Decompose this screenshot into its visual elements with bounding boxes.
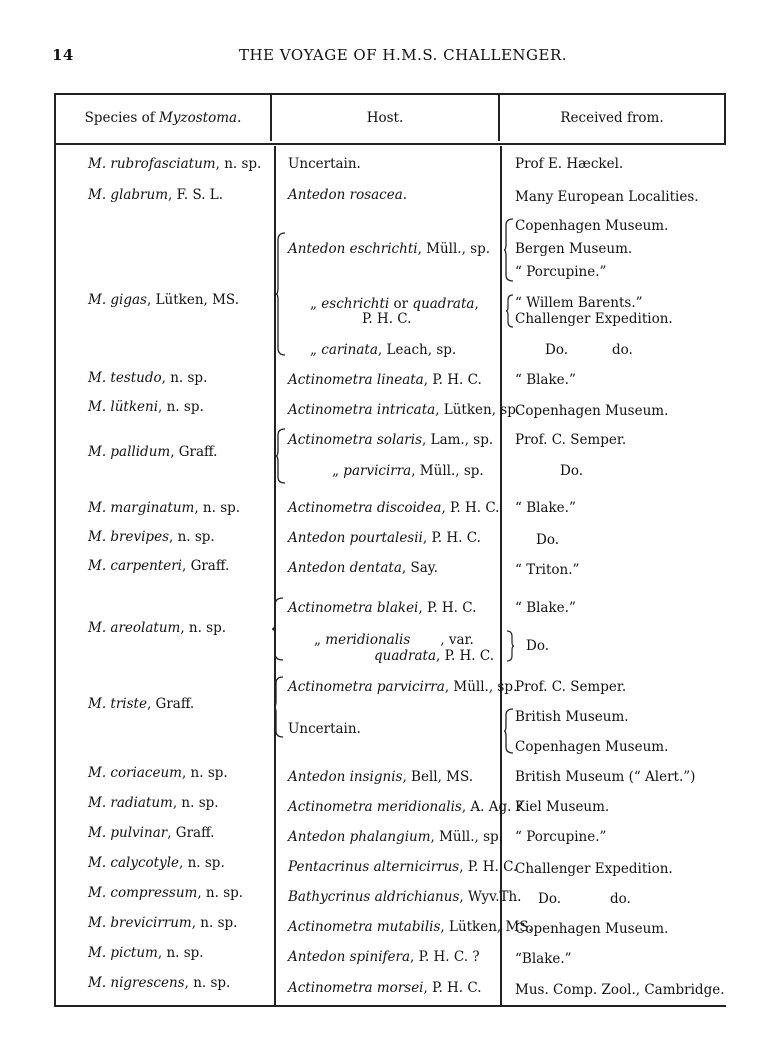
host-cell: „ meridionalis , var. [314,632,474,648]
host-cell: „ carinata, Leach, sp. [310,342,457,358]
table-right-border [724,93,726,145]
host-cell: „ parvicirra, Müll., sp. [332,463,484,479]
species-row: M. coriaceum, n. sp. [88,765,228,781]
species-row: M. radiatum, n. sp. [88,795,219,811]
host-cell: Bathycrinus aldrichianus, Wyv.Th. [288,889,522,905]
table-left-border [54,93,56,1006]
received-brace-2 [506,294,514,332]
received-brace-3 [506,630,514,666]
table-bottom-rule [54,1005,726,1007]
running-title: THE VOYAGE OF H.M.S. CHALLENGER. [238,46,568,64]
host-cell: Antedon rosacea. [288,187,408,203]
received-cell: “ Blake.” [515,600,576,616]
table-header-rule [54,143,726,145]
column-divider-2-body [500,146,502,1006]
received-brace-1 [504,218,514,286]
host-cell: Antedon pourtalesii, P. H. C. [288,530,481,546]
received-cell: Do. [538,891,562,907]
host-cell: Actinometra morsei, P. H. C. [288,980,482,996]
received-cell: Prof. C. Semper. [515,679,627,695]
column-header-host: Host. [366,110,404,126]
received-cell: Challenger Expedition. [515,861,673,877]
page-number: 14 [52,46,74,64]
species-row: M. testudo, n. sp. [88,370,208,386]
received-cell: Prof E. Hæckel. [515,156,624,172]
host-cell: Actinometra solaris, Lam., sp. [288,432,494,448]
received-cell: “ Triton.” [515,562,580,578]
received-cell: “Blake.” [515,951,572,967]
received-cell: Do. [536,532,560,548]
received-cell: Prof. C. Semper. [515,432,627,448]
received-cell: do. [612,342,633,358]
host-cell: Actinometra blakei, P. H. C. [288,600,477,616]
received-cell: “ Willem Barents.” [515,295,643,311]
species-row: M. carpenteri, Graff. [88,558,230,574]
received-cell: Copenhagen Museum. [515,739,669,755]
species-row: M. pallidum, Graff. [88,444,218,460]
host-cell: „ eschrichti or quadrata, [310,296,479,312]
table-top-rule [54,93,726,95]
host-cell: Uncertain. [288,721,361,737]
host-cell: Antedon eschrichti, Müll., sp. [288,241,491,257]
received-cell: Do. [545,342,569,358]
host-cell: Pentacrinus alternicirrus, P. H. C. [288,859,518,875]
received-cell: Copenhagen Museum. [515,403,669,419]
host-brace-areolatum [272,597,284,665]
received-cell: Bergen Museum. [515,241,633,257]
host-cell: Actinometra mutabilis, Lütken, MS. [288,919,533,935]
received-cell: Copenhagen Museum. [515,921,669,937]
received-cell: Copenhagen Museum. [515,218,669,234]
received-cell: “ Porcupine.” [515,264,607,280]
species-row: M. brevipes, n. sp. [88,529,215,545]
received-cell: “ Blake.” [515,500,576,516]
received-cell: “ Porcupine.” [515,829,607,845]
host-cell: Actinometra parvicirra, Müll., sp. [288,679,518,695]
received-cell: “ Blake.” [515,372,576,388]
received-cell: Many European Localities. [515,189,699,205]
host-cell: Uncertain. [288,156,361,172]
species-row: M. marginatum, n. sp. [88,500,241,516]
received-cell: Challenger Expedition. [515,311,673,327]
host-cell: Antedon spinifera, P. H. C. ? [288,949,480,965]
received-brace-4 [504,708,514,758]
species-row: M. glabrum, F. S. L. [88,187,224,203]
species-row: M. pulvinar, Graff. [88,825,215,841]
species-row: M. areolatum, n. sp. [88,620,227,636]
species-row: M. nigrescens, n. sp. [88,975,231,991]
received-cell: British Museum (“ Alert.”) [515,769,696,785]
received-cell: do. [610,891,631,907]
host-brace-triste [274,676,284,742]
received-cell: Do. [526,638,550,654]
received-cell: Kiel Museum. [515,799,610,815]
host-brace-gigas [276,232,286,359]
received-cell: Do. [560,463,584,479]
host-cell: Actinometra meridionalis, A. Ag. ? [288,799,523,815]
host-cell: Antedon dentata, Say. [288,560,438,576]
received-cell: British Museum. [515,709,629,725]
species-row: M. pictum, n. sp. [88,945,204,961]
species-row: M. rubrofasciatum, n. sp. [88,156,262,172]
species-row: M. gigas, Lütken, MS. [88,292,239,308]
host-cell: quadrata, P. H. C. [374,648,495,664]
host-cell: Actinometra discoidea, P. H. C. [288,500,500,516]
received-cell: Mus. Comp. Zool., Cambridge. [515,982,725,998]
host-brace-pallidum [276,428,286,488]
host-cell: Actinometra lineata, P. H. C. [288,372,482,388]
species-row: M. triste, Graff. [88,696,195,712]
species-row: M. lütkeni, n. sp. [88,399,204,415]
host-cell: P. H. C. [362,311,412,327]
host-cell: Actinometra intricata, Lütken, sp. [288,402,521,418]
host-cell: Antedon insignis, Bell, MS. [288,769,474,785]
column-header-received: Received from. [560,110,664,126]
host-cell: Antedon phalangium, Müll., sp. [288,829,503,845]
species-row: M. calycotyle, n. sp. [88,855,225,871]
column-header-species: Species of Myzostoma. [84,110,242,126]
species-row: M. compressum, n. sp. [88,885,244,901]
species-row: M. brevicirrum, n. sp. [88,915,238,931]
